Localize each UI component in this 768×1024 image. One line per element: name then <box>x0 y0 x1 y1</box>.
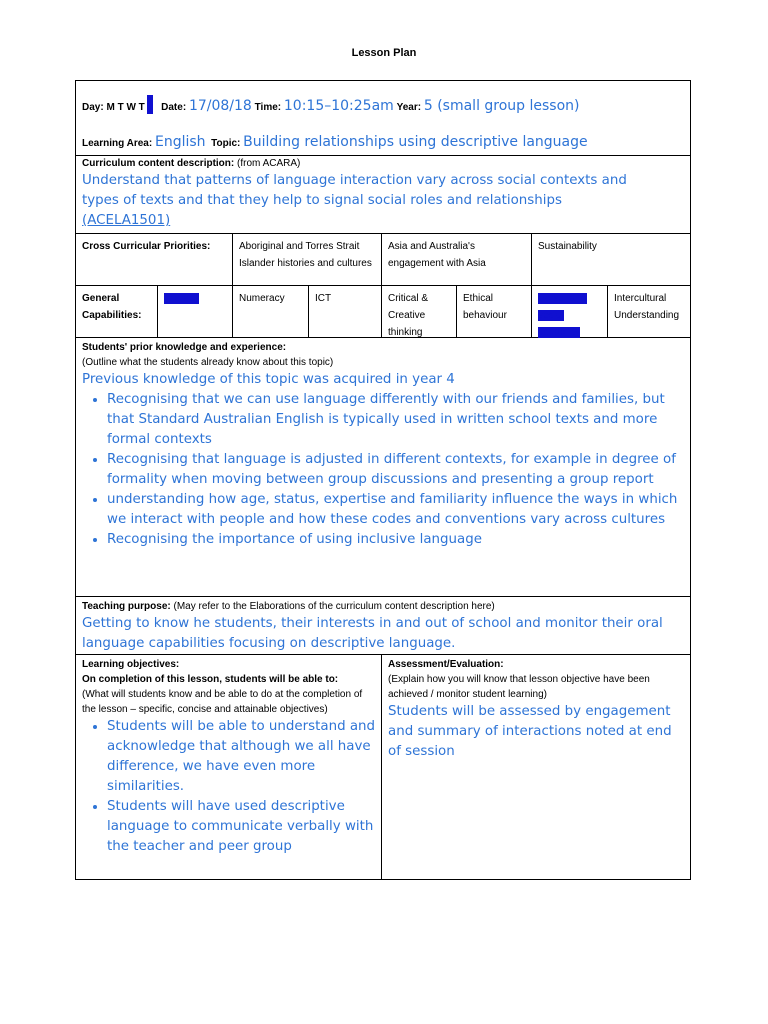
assessment-cell <box>382 655 690 879</box>
curriculum-cell <box>82 156 684 231</box>
cross-curricular-label: Cross Curricular Priorities: <box>76 234 233 285</box>
learning-area-label: Learning Area: <box>82 138 153 149</box>
prior-knowledge-note: (Outline what the students already know about this topic) <box>82 357 334 368</box>
date-value: 17/08/18 <box>188 98 252 114</box>
ccp-aboriginal: Aboriginal and Torres Strait Islander histories and cultures <box>233 234 382 285</box>
prior-knowledge-cell <box>82 340 684 550</box>
gc-numeracy: Numeracy <box>233 286 309 337</box>
objectives-label: Learning objectives: <box>82 659 180 670</box>
day-date-time-line <box>82 95 580 114</box>
assessment-note: (Explain how you will know that lesson objective have been achieved / monitor student learning) <box>388 674 650 700</box>
teaching-purpose-row <box>76 597 690 655</box>
objectives-list <box>82 717 375 857</box>
assessment-text: Students will be assessed by engagement and summary of interactions noted at end of session <box>388 704 672 759</box>
highlight-mark <box>147 95 153 114</box>
general-capabilities-row <box>76 286 690 338</box>
topic-value: Building relationships using descriptive language <box>243 134 588 150</box>
acara-code-link[interactable]: (ACELA1501) <box>82 213 171 228</box>
gc-literacy: Literacy <box>164 293 200 304</box>
objectives-assessment-row <box>76 655 690 879</box>
curriculum-label: Curriculum content description: <box>82 158 235 169</box>
lesson-plan-table <box>75 80 691 880</box>
learning-objectives-cell <box>76 655 382 879</box>
teaching-purpose-label: Teaching purpose: <box>82 601 171 612</box>
area-topic-line <box>82 134 588 150</box>
assessment-label: Assessment/Evaluation: <box>388 659 504 670</box>
list-item: • Students will be able to understand and acknowledge that although we all have difference, we have even more similarities. <box>107 717 375 797</box>
gc-literacy-cell <box>158 286 233 337</box>
general-capabilities-label: General Capabilities: <box>76 286 158 337</box>
list-item: • Recognising that language is adjusted in different contexts, for example in degree of formality when moving between group discussions and presenting a group report <box>107 450 684 490</box>
date-label: Date: <box>161 102 187 113</box>
gc-intercultural: Intercultural Understanding <box>614 293 680 321</box>
year-label: Year: <box>396 102 422 113</box>
prior-knowledge-list <box>82 390 684 550</box>
curriculum-source: (from ACARA) <box>237 158 301 169</box>
list-item: • Recognising that we can use language differently with our friends and families, but that Standard Australian English is typically used in written school texts and more formal contexts <box>107 390 684 450</box>
prior-knowledge-intro: Previous knowledge of this topic was acquired in year 4 <box>82 372 455 387</box>
objectives-note: (What will students know and be able to do at the completion of the lesson – specific, concise and attainable objectives) <box>82 689 363 715</box>
year-value: 5 (small group lesson) <box>423 98 580 114</box>
learning-area-value: English <box>154 134 206 150</box>
gc-ict: ICT <box>309 286 382 337</box>
ccp-asia: Asia and Australia's engagement with Asia <box>382 234 532 285</box>
curriculum-row <box>76 156 690 234</box>
gc-ethical: Ethical behaviour <box>457 286 532 337</box>
page-title: Lesson Plan <box>351 47 417 59</box>
time-label: Time: <box>254 102 282 113</box>
gc-personal-social-cell <box>532 286 608 337</box>
topic-label: Topic: <box>211 138 241 149</box>
objectives-sub: On completion of this lesson, students will be able to: <box>82 674 339 685</box>
day-label: Day: <box>82 102 104 113</box>
list-item: • Students will have used descriptive language to communicate verbally with the teacher and peer group <box>107 797 375 857</box>
curriculum-text: Understand that patterns of language interaction vary across social contexts and types of texts and that they help to signal social roles and relationships <box>82 173 627 208</box>
teaching-purpose-cell <box>82 599 684 654</box>
time-value: 10:15–10:25am <box>283 98 394 114</box>
cross-curricular-row <box>76 234 690 286</box>
gc-critical-creative: Critical & Creative thinking <box>382 286 457 337</box>
day-value: M T W T <box>106 102 145 113</box>
list-item: • Recognising the importance of using inclusive language <box>107 530 684 550</box>
header-row <box>76 81 690 156</box>
teaching-purpose-note: (May refer to the Elaborations of the curriculum content description here) <box>173 601 495 612</box>
prior-knowledge-row <box>76 338 690 597</box>
gc-personal-social: Personal & social capability <box>538 293 587 338</box>
ccp-sustainability: Sustainability <box>538 241 597 252</box>
teaching-purpose-text: Getting to know he students, their interests in and out of school and monitor their oral language capabilities focusing on descriptive language. <box>82 616 663 651</box>
list-item: • understanding how age, status, expertise and familiarity influence the ways in which we interact with people and how these codes and conventions vary across cultures <box>107 490 684 530</box>
prior-knowledge-label: Students' prior knowledge and experience: <box>82 342 287 353</box>
